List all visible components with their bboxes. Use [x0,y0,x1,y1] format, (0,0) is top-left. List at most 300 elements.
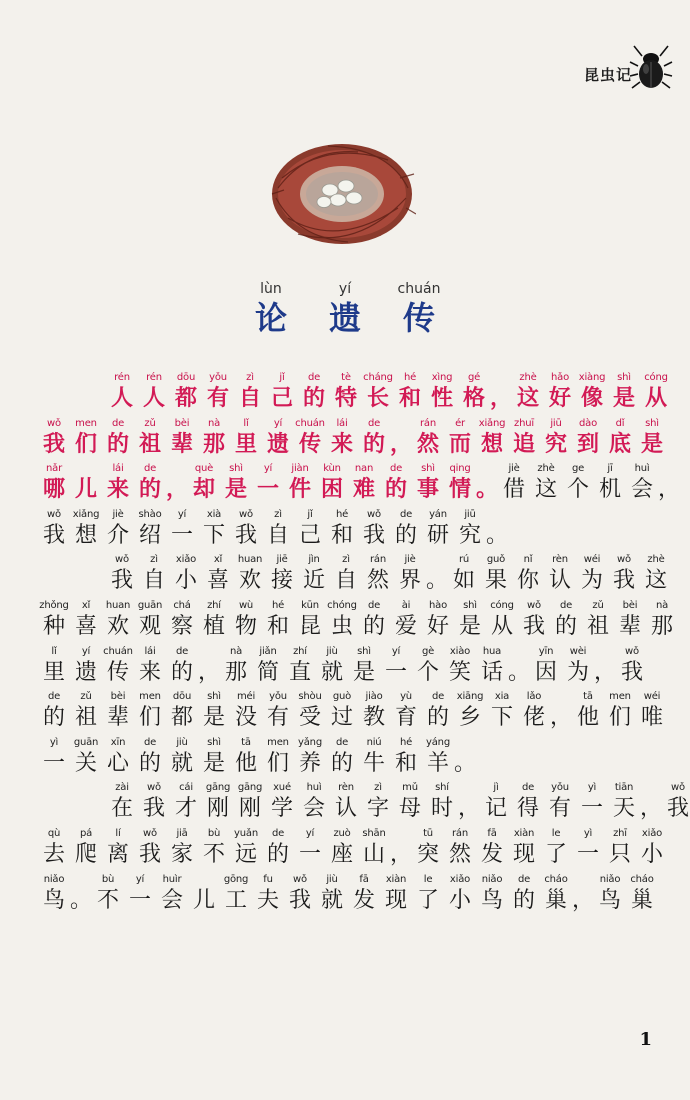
pinyin: dōu [172,691,192,703]
pinyin: jiè [404,554,416,566]
pinyin: bù [207,827,221,839]
annotated-char [166,826,198,869]
annotated-char [198,507,230,550]
hanzi: 有 [548,796,571,822]
annotated-char [412,644,444,687]
annotated-char [166,598,198,641]
pinyin: zhí [293,645,307,657]
annotated-char [486,598,518,641]
hanzi: 下 [202,522,225,548]
hanzi: 受 [298,705,321,731]
pinyin: niǎo [481,873,503,885]
annotated-char [330,780,362,823]
annotated-char [444,461,476,504]
pinyin: niǎo [43,873,65,885]
annotated-char [576,780,608,823]
punctuation [476,461,498,504]
annotated-char [38,598,70,641]
annotated-char [458,370,490,413]
pinyin: hé [403,372,417,383]
hanzi: 我 [362,522,385,548]
hanzi: 鸟 [42,887,65,913]
hanzi: 远 [234,841,257,867]
pinyin: nà [207,417,221,429]
pinyin: pá [79,827,93,839]
pinyin: jiù [326,645,338,657]
pinyin: bèi [174,417,190,429]
hanzi: 里 [234,431,257,457]
pinyin: zhè [647,554,665,566]
hanzi: 却 [192,477,215,503]
annotated-char [70,826,102,869]
pinyin: shì [207,691,221,703]
punctuation [490,370,512,413]
hanzi: ， [658,477,681,503]
pinyin: dào [579,417,597,429]
hanzi: 们 [138,705,161,731]
pinyin: de [307,372,321,383]
text-line [38,370,668,416]
pinyin: jiù [326,873,338,885]
pinyin: cóng [644,372,668,383]
annotated-char [412,461,444,504]
annotated-char [444,416,476,459]
pinyin: zhí [207,599,221,611]
hanzi: 是 [612,386,635,411]
hanzi: 辈 [106,705,129,731]
hanzi: 人 [110,386,133,411]
annotated-char [202,552,234,595]
annotated-char [166,735,198,778]
annotated-char [298,370,330,413]
hanzi: 们 [266,750,289,776]
annotated-char [294,507,326,550]
pinyin: chuán [295,417,325,429]
annotated-char [594,872,626,915]
title-char [397,280,441,338]
pinyin: jiào [365,691,383,703]
annotated-char [70,689,102,732]
text-line [38,507,650,553]
annotated-char [38,735,70,778]
annotated-char [70,461,102,504]
hanzi: 认 [334,796,357,822]
pinyin: wèi [569,645,587,657]
pinyin: jì [493,782,499,794]
annotated-char [294,598,326,641]
hanzi: 喜 [206,568,229,594]
pinyin: shì [617,372,631,383]
pinyin: mǔ [402,782,418,794]
annotated-char [298,552,330,595]
hanzi: ， [198,659,221,685]
pinyin: zuò [333,827,351,839]
pinyin: yí [263,463,273,475]
annotated-char [138,552,170,595]
hanzi: 到 [576,431,599,457]
hanzi: 。 [426,568,449,594]
hanzi: 接 [270,568,293,594]
text-line [38,644,650,690]
annotated-char [604,689,636,732]
pinyin: qing [449,463,471,475]
pinyin: wǒ [47,508,61,520]
pinyin: gāng [237,782,263,794]
annotated-char [616,644,648,687]
pinyin: xiǎng [478,417,506,429]
hanzi: 然 [448,841,471,867]
annotated-char [134,644,166,687]
pinyin: lǎo [526,691,542,703]
annotated-char [480,780,512,823]
pinyin: chóng [327,599,357,611]
pinyin: gé [467,372,481,383]
annotated-char [38,416,70,459]
pinyin: yǒu [209,372,227,383]
pinyin: wǒ [293,873,307,885]
pinyin: de [367,417,381,429]
hanzi: 座 [330,841,353,867]
hanzi: 一 [298,841,321,867]
hanzi: 是 [224,477,247,503]
hanzi: 辈 [170,431,193,457]
hanzi: 为 [566,659,589,685]
annotated-char [230,826,262,869]
hanzi: 种 [42,613,65,639]
text-line [38,735,650,781]
pinyin: guǒ [486,554,506,566]
pinyin: xia [494,691,510,703]
annotated-char [362,552,394,595]
pinyin: zài [115,782,129,794]
pinyin: chuán [103,645,133,657]
annotated-char [512,370,544,413]
hanzi: 的 [384,477,407,503]
annotated-char [262,507,294,550]
hanzi: 爬 [74,841,97,867]
pinyin: yì [587,782,597,794]
text-line [38,826,663,872]
hanzi: 的 [42,705,65,731]
annotated-char [422,689,454,732]
annotated-char [640,370,672,413]
pinyin: rén [114,372,130,383]
pinyin: xià [206,508,222,520]
hanzi: 育 [394,705,417,731]
pinyin: jǐ [307,508,313,520]
hanzi: 会 [302,796,325,822]
hanzi: 天 [612,796,635,822]
punctuation [572,872,594,915]
punctuation [550,689,572,732]
annotated-char [626,461,658,504]
annotated-char [38,689,70,732]
pinyin: lǐ [51,645,57,657]
pinyin: jìn [308,554,320,566]
annotated-char [262,598,294,641]
hanzi: 机 [598,477,621,503]
annotated-char [412,872,444,915]
hanzi: 乡 [458,705,481,731]
pinyin: wéi [643,691,661,703]
punctuation [426,552,448,595]
pinyin: de [111,417,125,429]
pinyin: men [139,691,161,703]
annotated-char [106,370,138,413]
pinyin: huì [306,782,322,794]
punctuation [658,461,680,504]
hanzi: 想 [74,522,97,548]
hanzi: 的 [266,841,289,867]
hanzi: 就 [170,750,193,776]
hanzi: 性 [430,386,453,411]
hanzi: 小 [174,568,197,594]
hanzi: 会 [160,887,183,913]
annotated-char [508,826,540,869]
hanzi: 果 [484,568,507,594]
annotated-char [348,644,380,687]
hanzi: 是 [352,659,375,685]
hanzi: 介 [106,522,129,548]
hanzi: 好 [548,386,571,411]
hanzi: 的 [170,659,193,685]
hanzi: 爱 [394,613,417,639]
pinyin: shì [207,736,221,748]
pinyin: zì [274,508,282,520]
hanzi: 就 [320,887,343,913]
pinyin: guān [137,599,163,611]
annotated-char [476,644,508,687]
pinyin: gè [421,645,435,657]
annotated-char [540,416,572,459]
pinyin: zǔ [80,691,92,703]
hanzi: 有 [266,705,289,731]
pinyin: fā [359,873,369,885]
hanzi: 的 [302,386,325,411]
hanzi: 唯 [640,705,663,731]
annotated-char [230,416,262,459]
annotated-char [38,461,70,504]
hanzi: 话 [480,659,503,685]
annotated-char [198,826,230,869]
pinyin: zhuī [514,417,534,429]
annotated-char [412,416,444,459]
punctuation [486,507,508,550]
pinyin: de [559,599,573,611]
hanzi: 。 [476,477,499,503]
annotated-char [394,552,426,595]
pinyin: jiù [176,736,188,748]
annotated-char [102,598,134,641]
hanzi: 我 [612,568,635,594]
annotated-char [92,872,124,915]
pinyin: zhī [613,827,627,839]
hanzi: 才 [174,796,197,822]
annotated-char [594,461,626,504]
pinyin: xīn [110,736,126,748]
annotated-char [426,370,458,413]
hanzi: 特 [334,386,357,411]
pinyin: yīn [538,645,554,657]
annotated-char [220,461,252,504]
annotated-char [476,872,508,915]
hanzi: 一 [580,796,603,822]
pinyin: nà [229,645,243,657]
annotated-char [636,689,668,732]
hanzi: 过 [330,705,353,731]
pinyin: hé [399,736,413,748]
punctuation [640,780,662,823]
hanzi: 我 [138,841,161,867]
annotated-char [518,598,550,641]
hanzi: ， [594,659,617,685]
hanzi: 件 [288,477,311,503]
hanzi: 一 [128,887,151,913]
annotated-char [390,735,422,778]
hanzi: 就 [320,659,343,685]
pinyin: ér [455,417,465,429]
annotated-char [498,461,530,504]
annotated-char [608,552,640,595]
pinyin: de [47,691,61,703]
pinyin: niǎo [599,873,621,885]
annotated-char [170,780,202,823]
pinyin: de [143,736,157,748]
annotated-char [422,735,454,778]
annotated-char [572,416,604,459]
hanzi: 究 [544,431,567,457]
pinyin: huan [237,554,263,566]
pinyin: cháo [544,873,568,885]
annotated-char [444,872,476,915]
punctuation [390,416,412,459]
hanzi: 欢 [106,613,129,639]
hanzi: 夫 [256,887,279,913]
annotated-char [262,826,294,869]
annotated-char [266,370,298,413]
pinyin: wǒ [671,782,685,794]
annotated-char [230,598,262,641]
annotated-char [540,872,572,915]
pinyin: de [143,463,157,475]
pinyin: de [175,645,189,657]
hanzi: 的 [362,613,385,639]
pinyin: hào [429,599,447,611]
pinyin: de [271,827,285,839]
annotated-char [102,735,134,778]
annotated-char [544,370,576,413]
pinyin: de [431,691,445,703]
annotated-char [394,370,426,413]
annotated-char [102,644,134,687]
pinyin: wǒ [143,827,157,839]
hanzi: 那 [224,659,247,685]
annotated-char [614,598,646,641]
pinyin: shì [229,463,243,475]
annotated-char [508,872,540,915]
hanzi: 只 [608,841,631,867]
pinyin: de [367,599,381,611]
hanzi: 植 [202,613,225,639]
pinyin: wǒ [147,782,161,794]
hanzi: 。 [70,887,93,913]
pinyin: yǒu [269,691,287,703]
annotated-char [252,644,284,687]
title-pinyin: lùn [260,281,282,297]
hanzi: 小 [448,887,471,913]
text-line [38,598,673,644]
hanzi: 来 [138,659,161,685]
pinyin: gōng [223,873,249,885]
annotated-char [38,507,70,550]
annotated-char [582,598,614,641]
annotated-char [330,370,362,413]
pinyin: yǒu [551,782,569,794]
hanzi: 和 [398,386,421,411]
pinyin: yán [429,508,447,520]
annotated-char [252,461,284,504]
pinyin: yǎng [298,736,322,748]
hanzi: 传 [106,659,129,685]
annotated-char [188,461,220,504]
hanzi: 我 [142,796,165,822]
hanzi: 发 [352,887,375,913]
chapter-title [0,280,690,338]
annotated-char [380,872,412,915]
annotated-char [230,735,262,778]
pinyin: shì [645,417,659,429]
pinyin: wǒ [47,417,61,429]
annotated-char [508,416,540,459]
pinyin: xiāng [456,691,484,703]
pinyin: lí [115,827,121,839]
punctuation [70,872,92,915]
hanzi: 一 [42,750,65,776]
hanzi: 那 [650,613,673,639]
annotated-char [358,826,390,869]
hanzi: 都 [170,705,193,731]
hanzi: 佬 [522,705,545,731]
hanzi: 像 [580,386,603,411]
annotated-char [636,416,668,459]
annotated-char [544,552,576,595]
hanzi: 一 [170,522,193,548]
pinyin: lái [144,645,156,657]
hanzi: 祖 [586,613,609,639]
hanzi: 刚 [238,796,261,822]
pinyin: wǒ [115,554,129,566]
punctuation [454,735,476,778]
annotated-char [70,644,102,687]
annotated-char [134,598,166,641]
hanzi: 们 [74,431,97,457]
annotated-char [358,598,390,641]
annotated-char [444,826,476,869]
title-hanzi: 论 [254,299,287,337]
title-hanzi: 传 [402,299,435,337]
hanzi: 己 [298,522,321,548]
hanzi: 们 [608,705,631,731]
hanzi: 学 [270,796,293,822]
hanzi: ， [640,796,663,822]
annotated-char [426,780,458,823]
annotated-char [390,598,422,641]
pinyin: cái [179,782,193,794]
pinyin: ài [401,599,411,611]
hanzi: 巢 [630,887,653,913]
hanzi: 遗 [74,659,97,685]
pinyin: fā [487,827,497,839]
